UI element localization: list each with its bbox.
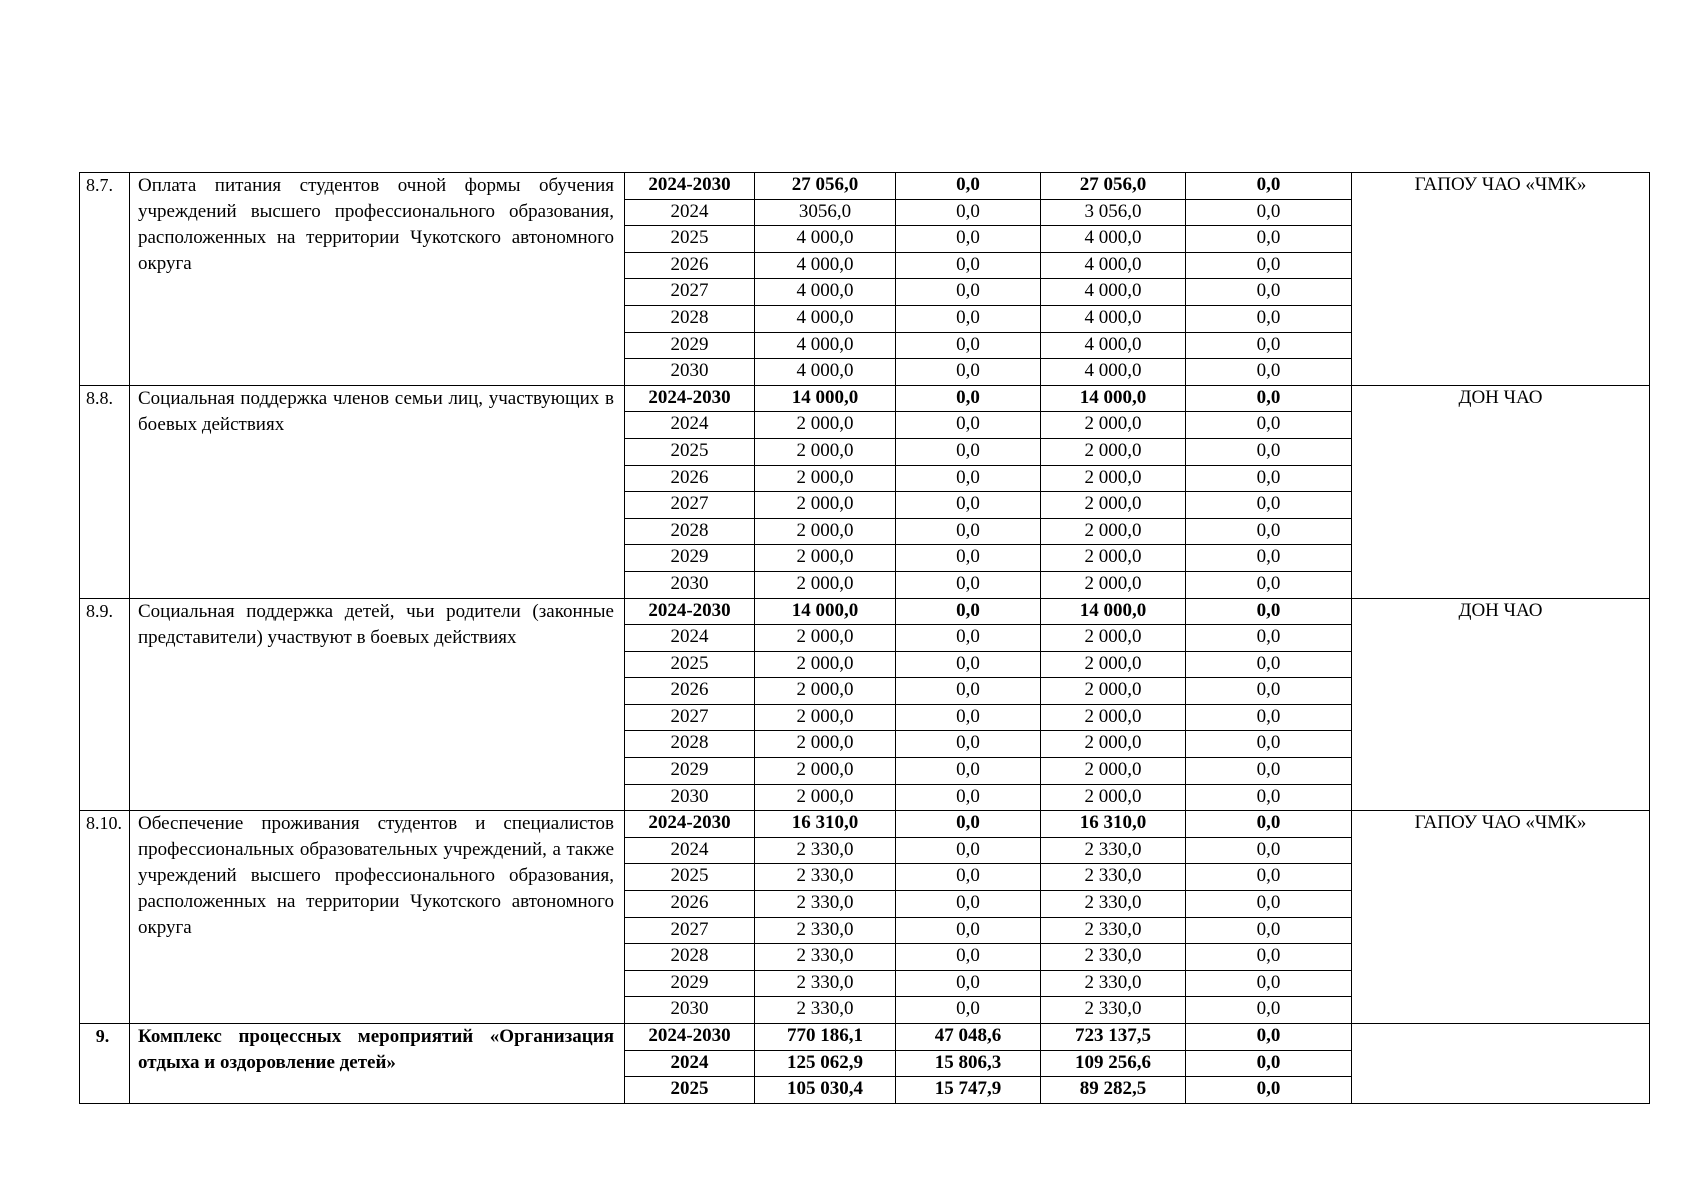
regional-cell: 2 000,0 xyxy=(1041,438,1186,465)
table-body xyxy=(80,173,1650,1104)
table-row xyxy=(80,598,1650,625)
other-cell: 0,0 xyxy=(1186,199,1352,226)
other-cell: 0,0 xyxy=(1186,625,1352,652)
regional-cell: 4 000,0 xyxy=(1041,305,1186,332)
period-cell: 2026 xyxy=(625,891,755,918)
federal-cell: 0,0 xyxy=(896,704,1041,731)
federal-cell: 0,0 xyxy=(896,917,1041,944)
federal-cell: 0,0 xyxy=(896,492,1041,519)
period-cell: 2027 xyxy=(625,917,755,944)
total-cell: 2 000,0 xyxy=(755,465,896,492)
period-cell: 2029 xyxy=(625,332,755,359)
federal-cell: 0,0 xyxy=(896,678,1041,705)
regional-cell: 2 330,0 xyxy=(1041,891,1186,918)
item-name: Оплата питания студентов очной формы обучения учреждений высшего профессионального образования, расположенных на территории Чукотского автономного округа xyxy=(130,173,625,386)
federal-cell: 0,0 xyxy=(896,545,1041,572)
federal-cell: 0,0 xyxy=(896,837,1041,864)
regional-cell: 2 330,0 xyxy=(1041,864,1186,891)
period-cell: 2024 xyxy=(625,412,755,439)
other-cell: 0,0 xyxy=(1186,1024,1352,1051)
other-cell: 0,0 xyxy=(1186,758,1352,785)
period-cell: 2026 xyxy=(625,465,755,492)
regional-cell: 14 000,0 xyxy=(1041,598,1186,625)
other-cell: 0,0 xyxy=(1186,970,1352,997)
total-cell: 2 000,0 xyxy=(755,438,896,465)
regional-cell: 723 137,5 xyxy=(1041,1024,1186,1051)
executor-cell: ДОН ЧАО xyxy=(1352,598,1650,811)
period-cell: 2028 xyxy=(625,518,755,545)
period-cell: 2030 xyxy=(625,571,755,598)
federal-cell: 0,0 xyxy=(896,438,1041,465)
period-cell: 2024-2030 xyxy=(625,1024,755,1051)
federal-cell: 0,0 xyxy=(896,226,1041,253)
period-cell: 2024 xyxy=(625,837,755,864)
table-row xyxy=(80,173,1650,200)
total-cell: 4 000,0 xyxy=(755,279,896,306)
executor-cell: ДОН ЧАО xyxy=(1352,385,1650,598)
item-name: Социальная поддержка детей, чьи родители (законные представители) участвуют в боевых действиях xyxy=(130,598,625,811)
table-row xyxy=(80,811,1650,838)
total-cell: 14 000,0 xyxy=(755,598,896,625)
other-cell: 0,0 xyxy=(1186,784,1352,811)
federal-cell: 47 048,6 xyxy=(896,1024,1041,1051)
period-cell: 2030 xyxy=(625,784,755,811)
total-cell: 3056,0 xyxy=(755,199,896,226)
regional-cell: 2 000,0 xyxy=(1041,545,1186,572)
federal-cell: 0,0 xyxy=(896,758,1041,785)
federal-cell: 0,0 xyxy=(896,252,1041,279)
other-cell: 0,0 xyxy=(1186,173,1352,200)
regional-cell: 3 056,0 xyxy=(1041,199,1186,226)
other-cell: 0,0 xyxy=(1186,651,1352,678)
total-cell: 2 330,0 xyxy=(755,970,896,997)
other-cell: 0,0 xyxy=(1186,997,1352,1024)
federal-cell: 0,0 xyxy=(896,465,1041,492)
period-cell: 2029 xyxy=(625,970,755,997)
regional-cell: 14 000,0 xyxy=(1041,385,1186,412)
other-cell: 0,0 xyxy=(1186,944,1352,971)
executor-cell xyxy=(1352,1024,1650,1104)
other-cell: 0,0 xyxy=(1186,492,1352,519)
total-cell: 2 000,0 xyxy=(755,412,896,439)
other-cell: 0,0 xyxy=(1186,864,1352,891)
period-cell: 2030 xyxy=(625,359,755,386)
regional-cell: 2 000,0 xyxy=(1041,518,1186,545)
total-cell: 4 000,0 xyxy=(755,252,896,279)
other-cell: 0,0 xyxy=(1186,598,1352,625)
regional-cell: 109 256,6 xyxy=(1041,1050,1186,1077)
federal-cell: 0,0 xyxy=(896,385,1041,412)
total-cell: 4 000,0 xyxy=(755,305,896,332)
other-cell: 0,0 xyxy=(1186,226,1352,253)
other-cell: 0,0 xyxy=(1186,1050,1352,1077)
total-cell: 2 000,0 xyxy=(755,731,896,758)
regional-cell: 2 330,0 xyxy=(1041,970,1186,997)
total-cell: 2 330,0 xyxy=(755,837,896,864)
other-cell: 0,0 xyxy=(1186,438,1352,465)
period-cell: 2025 xyxy=(625,226,755,253)
total-cell: 105 030,4 xyxy=(755,1077,896,1104)
period-cell: 2025 xyxy=(625,1077,755,1104)
federal-cell: 0,0 xyxy=(896,625,1041,652)
federal-cell: 0,0 xyxy=(896,173,1041,200)
federal-cell: 0,0 xyxy=(896,279,1041,306)
regional-cell: 4 000,0 xyxy=(1041,332,1186,359)
period-cell: 2024-2030 xyxy=(625,598,755,625)
federal-cell: 0,0 xyxy=(896,571,1041,598)
federal-cell: 0,0 xyxy=(896,997,1041,1024)
period-cell: 2028 xyxy=(625,944,755,971)
other-cell: 0,0 xyxy=(1186,704,1352,731)
other-cell: 0,0 xyxy=(1186,279,1352,306)
period-cell: 2029 xyxy=(625,758,755,785)
item-number: 8.8. xyxy=(80,385,130,598)
total-cell: 2 000,0 xyxy=(755,784,896,811)
period-cell: 2028 xyxy=(625,305,755,332)
period-cell: 2024 xyxy=(625,1050,755,1077)
budget-table xyxy=(79,172,1650,1104)
federal-cell: 0,0 xyxy=(896,199,1041,226)
total-cell: 125 062,9 xyxy=(755,1050,896,1077)
federal-cell: 0,0 xyxy=(896,811,1041,838)
other-cell: 0,0 xyxy=(1186,332,1352,359)
federal-cell: 0,0 xyxy=(896,651,1041,678)
regional-cell: 2 330,0 xyxy=(1041,917,1186,944)
other-cell: 0,0 xyxy=(1186,359,1352,386)
period-cell: 2030 xyxy=(625,997,755,1024)
period-cell: 2025 xyxy=(625,438,755,465)
total-cell: 2 000,0 xyxy=(755,492,896,519)
regional-cell: 2 000,0 xyxy=(1041,784,1186,811)
federal-cell: 15 747,9 xyxy=(896,1077,1041,1104)
regional-cell: 27 056,0 xyxy=(1041,173,1186,200)
other-cell: 0,0 xyxy=(1186,917,1352,944)
total-cell: 2 000,0 xyxy=(755,571,896,598)
other-cell: 0,0 xyxy=(1186,465,1352,492)
period-cell: 2025 xyxy=(625,651,755,678)
regional-cell: 2 000,0 xyxy=(1041,758,1186,785)
period-cell: 2024 xyxy=(625,199,755,226)
period-cell: 2025 xyxy=(625,864,755,891)
regional-cell: 2 000,0 xyxy=(1041,412,1186,439)
period-cell: 2024-2030 xyxy=(625,173,755,200)
regional-cell: 16 310,0 xyxy=(1041,811,1186,838)
total-cell: 2 000,0 xyxy=(755,651,896,678)
executor-cell: ГАПОУ ЧАО «ЧМК» xyxy=(1352,811,1650,1024)
regional-cell: 2 000,0 xyxy=(1041,678,1186,705)
total-cell: 27 056,0 xyxy=(755,173,896,200)
period-cell: 2027 xyxy=(625,492,755,519)
total-cell: 2 330,0 xyxy=(755,917,896,944)
other-cell: 0,0 xyxy=(1186,811,1352,838)
period-cell: 2024 xyxy=(625,625,755,652)
federal-cell: 0,0 xyxy=(896,864,1041,891)
federal-cell: 15 806,3 xyxy=(896,1050,1041,1077)
other-cell: 0,0 xyxy=(1186,385,1352,412)
regional-cell: 2 000,0 xyxy=(1041,651,1186,678)
total-cell: 2 330,0 xyxy=(755,997,896,1024)
other-cell: 0,0 xyxy=(1186,412,1352,439)
total-cell: 2 000,0 xyxy=(755,678,896,705)
total-cell: 2 330,0 xyxy=(755,944,896,971)
total-cell: 4 000,0 xyxy=(755,332,896,359)
item-name: Обеспечение проживания студентов и специалистов профессиональных образовательных учреждений, а также учреждений высшего профессионального образования, расположенных на территории Чукотского автономного округа xyxy=(130,811,625,1024)
item-number: 9. xyxy=(80,1024,130,1104)
total-cell: 2 000,0 xyxy=(755,545,896,572)
executor-cell: ГАПОУ ЧАО «ЧМК» xyxy=(1352,173,1650,386)
regional-cell: 2 330,0 xyxy=(1041,997,1186,1024)
other-cell: 0,0 xyxy=(1186,545,1352,572)
federal-cell: 0,0 xyxy=(896,944,1041,971)
period-cell: 2026 xyxy=(625,252,755,279)
period-cell: 2024-2030 xyxy=(625,811,755,838)
regional-cell: 2 000,0 xyxy=(1041,704,1186,731)
federal-cell: 0,0 xyxy=(896,970,1041,997)
other-cell: 0,0 xyxy=(1186,731,1352,758)
federal-cell: 0,0 xyxy=(896,518,1041,545)
period-cell: 2027 xyxy=(625,279,755,306)
regional-cell: 2 000,0 xyxy=(1041,731,1186,758)
total-cell: 2 000,0 xyxy=(755,758,896,785)
item-name: Социальная поддержка членов семьи лиц, участвующих в боевых действиях xyxy=(130,385,625,598)
total-cell: 14 000,0 xyxy=(755,385,896,412)
federal-cell: 0,0 xyxy=(896,598,1041,625)
regional-cell: 4 000,0 xyxy=(1041,359,1186,386)
period-cell: 2029 xyxy=(625,545,755,572)
total-cell: 2 330,0 xyxy=(755,864,896,891)
other-cell: 0,0 xyxy=(1186,1077,1352,1104)
federal-cell: 0,0 xyxy=(896,332,1041,359)
period-cell: 2026 xyxy=(625,678,755,705)
federal-cell: 0,0 xyxy=(896,412,1041,439)
regional-cell: 4 000,0 xyxy=(1041,226,1186,253)
regional-cell: 89 282,5 xyxy=(1041,1077,1186,1104)
regional-cell: 2 000,0 xyxy=(1041,492,1186,519)
total-cell: 2 000,0 xyxy=(755,518,896,545)
other-cell: 0,0 xyxy=(1186,305,1352,332)
total-cell: 2 330,0 xyxy=(755,891,896,918)
total-cell: 770 186,1 xyxy=(755,1024,896,1051)
total-cell: 4 000,0 xyxy=(755,359,896,386)
total-cell: 2 000,0 xyxy=(755,704,896,731)
regional-cell: 2 000,0 xyxy=(1041,625,1186,652)
item-name: Комплекс процессных мероприятий «Организация отдыха и оздоровление детей» xyxy=(130,1024,625,1104)
regional-cell: 4 000,0 xyxy=(1041,279,1186,306)
total-cell: 16 310,0 xyxy=(755,811,896,838)
regional-cell: 2 000,0 xyxy=(1041,465,1186,492)
regional-cell: 2 000,0 xyxy=(1041,571,1186,598)
federal-cell: 0,0 xyxy=(896,359,1041,386)
other-cell: 0,0 xyxy=(1186,891,1352,918)
other-cell: 0,0 xyxy=(1186,678,1352,705)
table-row xyxy=(80,385,1650,412)
item-number: 8.10. xyxy=(80,811,130,1024)
table-row xyxy=(80,1024,1650,1051)
item-number: 8.9. xyxy=(80,598,130,811)
total-cell: 4 000,0 xyxy=(755,226,896,253)
federal-cell: 0,0 xyxy=(896,891,1041,918)
regional-cell: 2 330,0 xyxy=(1041,837,1186,864)
federal-cell: 0,0 xyxy=(896,305,1041,332)
other-cell: 0,0 xyxy=(1186,571,1352,598)
other-cell: 0,0 xyxy=(1186,518,1352,545)
period-cell: 2028 xyxy=(625,731,755,758)
period-cell: 2024-2030 xyxy=(625,385,755,412)
regional-cell: 2 330,0 xyxy=(1041,944,1186,971)
regional-cell: 4 000,0 xyxy=(1041,252,1186,279)
federal-cell: 0,0 xyxy=(896,784,1041,811)
other-cell: 0,0 xyxy=(1186,252,1352,279)
total-cell: 2 000,0 xyxy=(755,625,896,652)
other-cell: 0,0 xyxy=(1186,837,1352,864)
federal-cell: 0,0 xyxy=(896,731,1041,758)
period-cell: 2027 xyxy=(625,704,755,731)
item-number: 8.7. xyxy=(80,173,130,386)
